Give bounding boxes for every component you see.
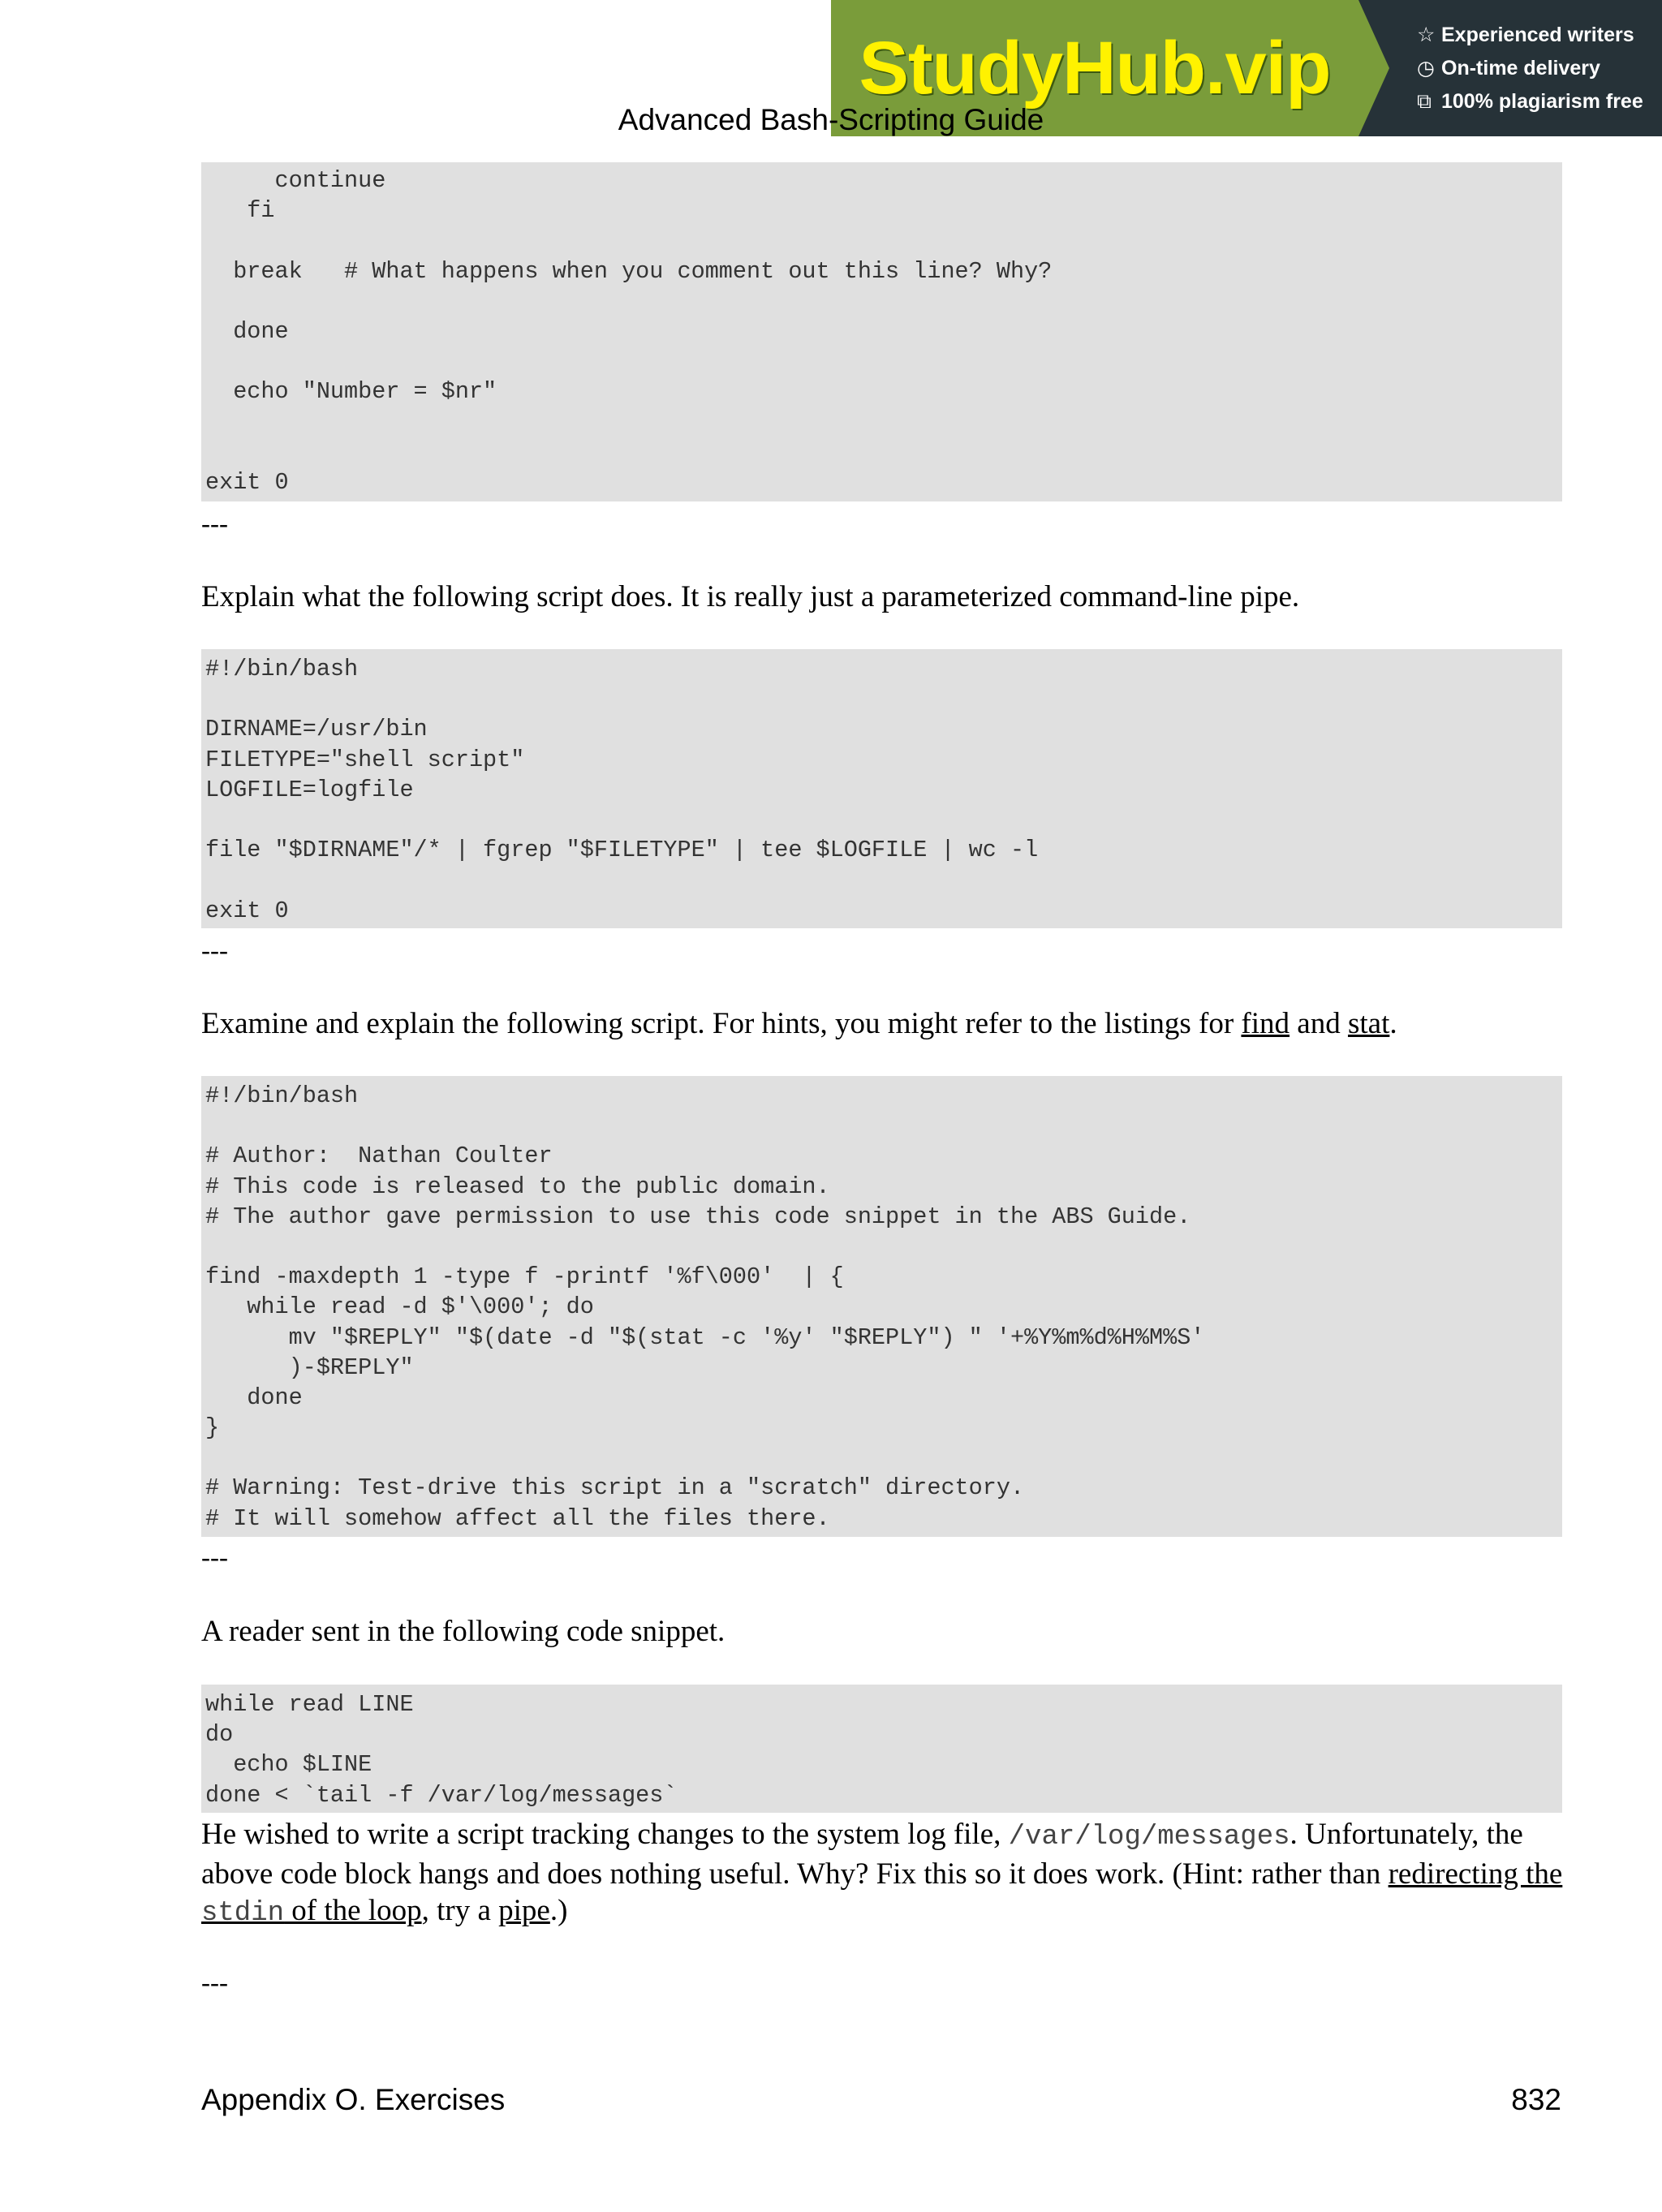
footer-page-number: 832 [1511,2083,1561,2116]
banner-feature: ⧉ 100% plagiarism free [1417,85,1662,118]
code-block [201,649,1562,928]
footer-section: Appendix O. Exercises [201,2083,506,2116]
code-line: fi [205,197,275,225]
link-stat[interactable]: stat [1347,1007,1390,1040]
code-line [205,865,1562,895]
banner-feature: ☆ Experienced writers [1417,19,1662,52]
code-line: done < `tail -f /var/log/messages` [205,1781,678,1809]
code-line: #!/bin/bash [205,1082,359,1109]
code-line: mv "$REPLY" "$(date -d "$(stat -c '%y' "$REPLY") " '+%Y%m%d%H%M%S' [205,1323,1205,1351]
code-line: DIRNAME=/usr/bin [205,716,428,743]
code-line: done [205,1384,303,1411]
code-line: LOGFILE=logfile [205,776,414,803]
copy-icon: ⧉ [1417,89,1432,113]
paragraph: Examine and explain the following script. For hints, you might refer to the listings for find and stat. [201,1007,1397,1040]
code-line: continue [205,167,386,194]
code-line: break # What happens when you comment out this line? Why? [205,257,1053,285]
banner-feature: ◷ On-time delivery [1417,52,1662,85]
code-line [205,286,1562,316]
code-line [205,805,1562,835]
code-line: # It will somehow affect all the files there. [205,1504,830,1532]
paragraph: A reader sent in the following code snippet. [201,1615,726,1648]
code-line: echo $LINE [205,1751,372,1779]
paragraph: He wished to write a script tracking changes to the system log file, /var/log/messages. Unfortunately, the above code block hangs and does nothing useful. Why? Fix this so it does work. (Hint: rather than redirecting the stdin of the loop, try a pipe.) [201,1818,1563,1929]
code-line [205,437,1562,467]
code-line: find -maxdepth 1 -type f -printf '%f\000' | { [205,1263,844,1291]
code-line [205,1232,1562,1262]
clock-icon: ◷ [1417,56,1435,80]
code-line [205,1111,1562,1141]
code-line: # The author gave permission to use this code snippet in the ABS Guide. [205,1203,1191,1230]
code-line: done [205,317,289,345]
star-icon: ☆ [1417,23,1436,46]
separator: --- [201,1969,228,1998]
code-block [201,162,1562,501]
code-line: do [205,1721,234,1749]
code-line: while read -d $'\000'; do [205,1293,594,1321]
code-line [205,684,1562,714]
separator: --- [201,510,228,539]
code-line: echo "Number = $nr" [205,378,497,406]
separator: --- [201,936,228,966]
code-line [205,346,1562,377]
code-line: #!/bin/bash [205,656,359,682]
code-line: exit 0 [205,897,289,924]
code-line: while read LINE [205,1691,414,1718]
paragraph: Explain what the following script does. It is really just a parameterized command-line pipe. [201,580,1300,613]
code-line: } [205,1414,220,1442]
code-line: # Author: Nathan Coulter [205,1143,553,1170]
code-line: exit 0 [205,468,289,496]
code-line [205,1443,1562,1473]
code-block [201,1685,1562,1813]
code-line [205,407,1562,437]
code-line [205,226,1562,256]
separator: --- [201,1543,228,1573]
code-line: file "$DIRNAME"/* | fgrep "$FILETYPE" | tee $LOGFILE | wc -l [205,837,1039,864]
page-header-title: Advanced Bash-Scripting Guide [618,103,1044,136]
link-pipe[interactable]: pipe [498,1894,550,1927]
code-line: # This code is released to the public domain. [205,1173,830,1200]
code-block [201,1076,1562,1537]
code-line: FILETYPE="shell script" [205,746,525,773]
code-line: # Warning: Test-drive this script in a "scratch" directory. [205,1474,1025,1502]
link-find[interactable]: find [1241,1007,1290,1040]
link-redirecting-stdin[interactable]: redirecting the stdin of the loop [201,1857,1563,1929]
code-line: )-$REPLY" [205,1353,414,1381]
studyhub-logo: StudyHub.vip [859,27,1331,110]
inline-code: /var/log/messages [1008,1822,1290,1853]
